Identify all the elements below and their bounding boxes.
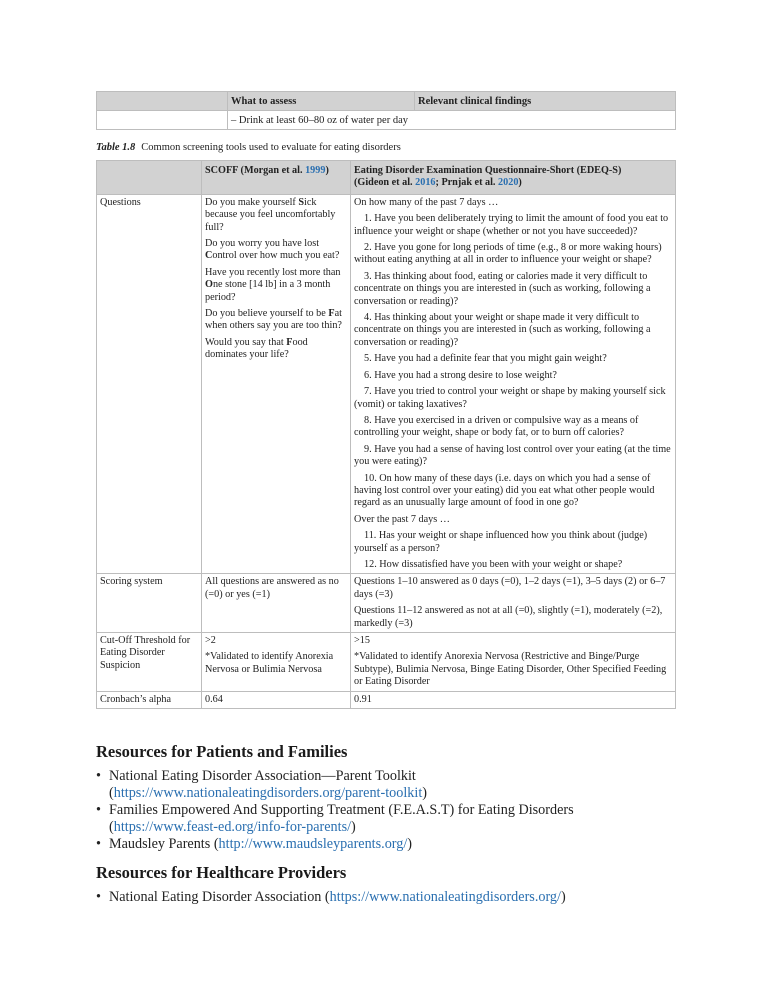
resource-close: ) bbox=[560, 889, 566, 905]
previous-table-cell bbox=[97, 111, 228, 130]
scoff-question bbox=[205, 197, 347, 234]
row-label-questions: Questions bbox=[97, 194, 202, 574]
questions-row bbox=[97, 194, 676, 574]
edeq-question: 5. Have you had a definite fear that you might gain weight? bbox=[364, 353, 607, 365]
resource-text: Maudsley Parents ( bbox=[109, 836, 219, 852]
scoff-letter: F bbox=[286, 336, 293, 348]
bullet-icon: • bbox=[96, 836, 101, 852]
edeq-scoring-text: Questions 11–12 answered as not at all (=0), slightly (=1), moderately (=2), markedly (=3) bbox=[354, 605, 663, 629]
citation-link[interactable]: 1999 bbox=[305, 165, 326, 176]
edeq-intro-2: Over the past 7 days … bbox=[354, 513, 450, 525]
scoff-question-text: ood dominates your life? bbox=[205, 336, 308, 361]
citation-link[interactable]: 2016 bbox=[415, 177, 436, 189]
previous-table-header-row bbox=[97, 92, 676, 111]
scoff-scoring-cell: All questions are answered as no (=0) or yes (=1) bbox=[202, 574, 351, 633]
edeq-cutoff-note: *Validated to identify Anorexia Nervosa (Restrictive and Binge/Purge Subtype), Bulimia Nervosa, Binge Eating Disorder, Other Specified Feeding or Eating Disorder bbox=[354, 651, 667, 688]
screening-tools-table bbox=[96, 160, 676, 709]
previous-table-continuation bbox=[96, 91, 676, 130]
resource-text: National Eating Disorder Association ( bbox=[109, 889, 330, 905]
edeq-alpha-cell: 0.91 bbox=[351, 691, 676, 708]
edeq-question: 8. Have you exercised in a driven or compulsive way as a means of controlling your weight, shape or body fat, or to burn off calories? bbox=[354, 414, 639, 439]
resource-close: ) bbox=[407, 836, 413, 852]
header-empty-cell bbox=[97, 161, 202, 195]
row-label-cutoff: Cut-Off Threshold for Eating Disorder Suspicion bbox=[97, 633, 202, 692]
scoff-cutoff-cell bbox=[202, 633, 351, 692]
edeq-question: 9. Have you had a sense of having lost control over your eating (at the time you were eating)? bbox=[354, 443, 671, 468]
edeq-question: 11. Has your weight or shape influenced how you think about (judge) yourself as a person? bbox=[354, 530, 648, 554]
bullet-icon: • bbox=[96, 768, 101, 784]
bullet-icon: • bbox=[96, 802, 101, 818]
scoff-cutoff-note: *Validated to identify Anorexia Nervosa or Bulimia Nervosa bbox=[205, 651, 334, 675]
edeq-questions-cell bbox=[351, 194, 676, 574]
table-caption bbox=[96, 142, 401, 153]
section-heading-patients: Resources for Patients and Families bbox=[96, 742, 348, 761]
resource-link[interactable]: https://www.nationaleatingdisorders.org/ bbox=[329, 889, 561, 905]
scoff-question-text: Would you say that bbox=[205, 336, 287, 348]
previous-table-row bbox=[97, 111, 676, 130]
resource-text: Families Empowered And Supporting Treatment (F.E.A.S.T) for Eating Disorders ( bbox=[109, 802, 574, 835]
previous-table-cell: – Drink at least 60–80 oz of water per day bbox=[228, 111, 676, 130]
edeq-question: 12. How dissatisfied have you been with your weight or shape? bbox=[364, 558, 623, 570]
previous-table-header-cell: Relevant clinical findings bbox=[415, 92, 676, 111]
edeq-intro: On how many of the past 7 days … bbox=[354, 196, 499, 208]
scoff-question bbox=[205, 308, 347, 333]
header-edeq-cite-text: (Gideon et al. bbox=[354, 177, 416, 189]
header-edeq-cite-text: ; Prnjak et al. bbox=[435, 177, 499, 189]
row-label-scoring: Scoring system bbox=[97, 574, 202, 633]
previous-table-header-cell: What to assess bbox=[228, 92, 415, 111]
header-edeq-cite-text: ) bbox=[518, 177, 522, 189]
resource-link[interactable]: http://www.maudsleyparents.org/ bbox=[218, 836, 408, 852]
edeq-question: 1. Have you been deliberately trying to limit the amount of food you eat to influence your weight or shape (whether or not you have succeeded)? bbox=[354, 213, 669, 237]
resource-item bbox=[96, 802, 686, 836]
cutoff-row bbox=[97, 633, 676, 692]
resource-close: ) bbox=[351, 819, 356, 835]
header-scoff-close: ) bbox=[325, 165, 329, 176]
resource-item bbox=[96, 768, 686, 802]
edeq-cutoff-value: >15 bbox=[354, 635, 370, 646]
provider-resources-list bbox=[96, 889, 686, 906]
scoff-letter: O bbox=[205, 279, 213, 291]
header-scoff bbox=[202, 161, 351, 195]
edeq-question: 7. Have you tried to control your weight or shape by making yourself sick (vomit) or taking laxatives? bbox=[354, 386, 666, 410]
scoff-question-text: Have you recently lost more than bbox=[205, 266, 341, 278]
citation-link[interactable]: 2020 bbox=[498, 177, 519, 189]
table-caption-number: Table 1.8 bbox=[96, 142, 136, 153]
resource-link[interactable]: https://www.feast-ed.org/info-for-parents/ bbox=[113, 819, 352, 835]
scoff-question bbox=[205, 238, 347, 263]
scoff-question-text: at when others say you are too thin? bbox=[205, 308, 342, 332]
edeq-question: 10. On how many of these days (i.e. days on which you had a sense of having lost control over your eating) did you eat what other people would regard as an unusually large amount of food in one go? bbox=[354, 472, 655, 509]
edeq-question: 2. Have you gone for long periods of time (e.g., 8 or more waking hours) without eating anything at all in order to influence your weight or shape? bbox=[354, 242, 662, 266]
scoff-letter: S bbox=[298, 196, 305, 208]
table-caption-text: Common screening tools used to evaluate for eating disorders bbox=[141, 142, 401, 153]
scoring-row bbox=[97, 574, 676, 633]
bullet-icon: • bbox=[96, 889, 101, 905]
header-edeq bbox=[351, 161, 676, 195]
previous-table-header-cell bbox=[97, 92, 228, 111]
scoff-alpha-cell: 0.64 bbox=[202, 691, 351, 708]
scoff-questions-cell bbox=[202, 194, 351, 574]
header-edeq-citations bbox=[354, 177, 672, 189]
resource-item bbox=[96, 836, 686, 853]
scoff-question bbox=[205, 337, 347, 362]
scoff-question-text: Do you believe yourself to be bbox=[205, 308, 329, 320]
table-header-row bbox=[97, 161, 676, 195]
scoff-question-text: Do you worry you have lost bbox=[205, 238, 320, 250]
resource-close: ) bbox=[422, 785, 427, 801]
resource-text: National Eating Disorder Association—Parent Toolkit ( bbox=[109, 768, 416, 801]
scoff-question bbox=[205, 267, 347, 304]
edeq-cutoff-cell bbox=[351, 633, 676, 692]
edeq-scoring-cell bbox=[351, 574, 676, 633]
edeq-question: 3. Has thinking about food, eating or calories made it very difficult to concentrate on things you are interested in (such as working, following a conversation or reading)? bbox=[354, 270, 651, 307]
resource-link[interactable]: https://www.nationaleatingdisorders.org/parent-toolkit bbox=[113, 785, 423, 801]
scoff-question-text: Do you make yourself bbox=[205, 196, 299, 208]
scoff-cutoff-value: >2 bbox=[205, 635, 216, 646]
patient-resources-list bbox=[96, 768, 686, 853]
edeq-scoring-text: Questions 1–10 answered as 0 days (=0), 1–2 days (=1), 3–5 days (2) or 6–7 days (=3) bbox=[354, 576, 666, 600]
alpha-row bbox=[97, 691, 676, 708]
header-edeq-title: Eating Disorder Examination Questionnaire-Short (EDEQ-S) bbox=[354, 165, 622, 176]
scoff-question-text: ick because you feel uncomfortably full? bbox=[205, 196, 336, 233]
scoff-question-text: ontrol over how much you eat? bbox=[212, 250, 340, 262]
scoff-letter: F bbox=[328, 308, 335, 320]
edeq-question: 4. Has thinking about your weight or shape made it very difficult to concentrate on things you are interested in (such as working, following a conversation or reading)? bbox=[354, 312, 651, 348]
row-label-alpha: Cronbach’s alpha bbox=[97, 691, 202, 708]
edeq-question: 6. Have you had a strong desire to lose weight? bbox=[364, 369, 557, 381]
scoff-letter: C bbox=[205, 250, 213, 262]
scoff-question-text: ne stone [14 lb] in a 3 month period? bbox=[205, 279, 331, 303]
resource-item bbox=[96, 889, 686, 906]
section-heading-providers: Resources for Healthcare Providers bbox=[96, 863, 347, 882]
header-scoff-text: SCOFF (Morgan et al. bbox=[205, 165, 306, 176]
